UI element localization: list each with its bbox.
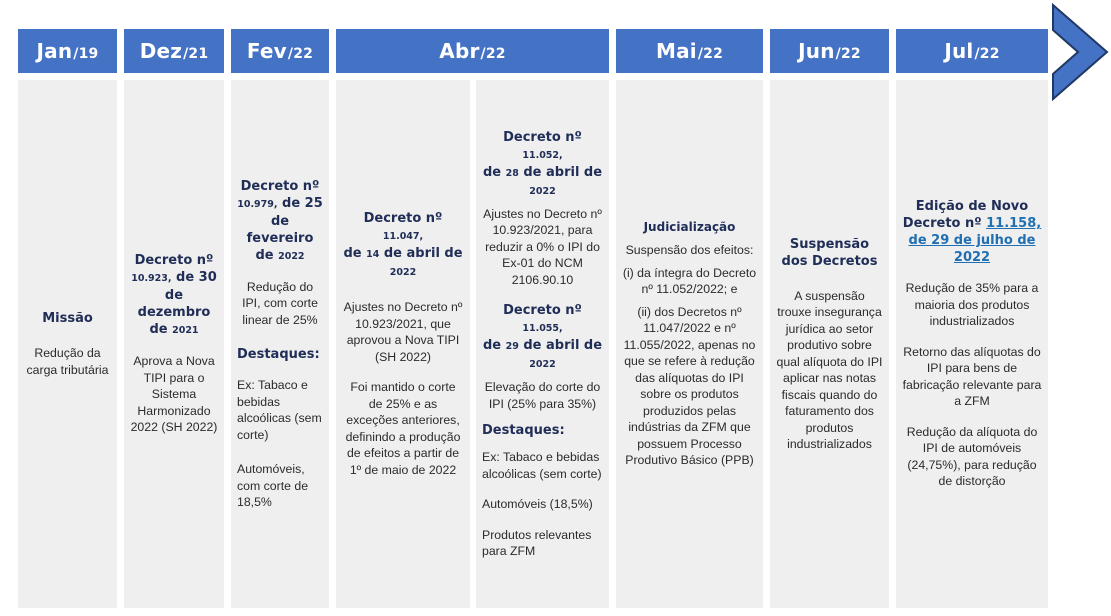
header-jul-22: Jul /22 <box>896 29 1048 73</box>
cell-abr-22-b <box>476 80 609 608</box>
decree-11158-title: Edição de Novo Decreto nº 11.158, de 29 de julho de 2022 <box>902 199 1042 266</box>
cell-abr-22-a <box>336 80 470 608</box>
decree-10979-text: Redução do IPI, com corte linear de 25% <box>242 279 318 327</box>
suspensao-text: A suspensão trouxe insegurança jurídica ao setor produtivo sobre qual alíquota do IPI aplicar nas notas fiscais quando do faturamento dos produtos industrializados <box>776 288 883 451</box>
fev-highlight-cars: Automóveis, com corte de 18,5% <box>237 462 309 509</box>
jul-text-3: Redução da alíquota do IPI de automóveis (24,75%), para redução de distorção <box>906 424 1038 489</box>
cell-jun-22 <box>770 80 889 608</box>
decree-11047-text-1: Ajustes no Decreto nº 10.923/2021, que aprovou a Nova TIPI (SH 2022) <box>343 300 463 364</box>
header-mai-22: Mai /22 <box>616 29 763 73</box>
decree-11055-text: Elevação do corte do IPI (25% para 35%) <box>484 380 601 411</box>
abr-highlight-tobacco: Ex: Tabaco e bebidas alcoólicas (sem corte) <box>482 450 602 481</box>
cell-dez-21 <box>124 80 224 608</box>
cell-jul-22 <box>896 80 1048 608</box>
header-jan-19: Jan /19 <box>18 29 117 73</box>
decree-10979-title: Decreto nº 10.979, de 25 de fevereiro de 2022 <box>237 178 323 263</box>
fev-highlights-title: Destaques: <box>237 347 320 362</box>
judicializacao-title: Judicialização <box>643 220 736 235</box>
decree-11158-link[interactable]: 11.158, <box>986 216 1042 232</box>
jul-text-2: Retorno das alíquotas do IPI para bens de fabricação relevante para a ZFM <box>902 344 1042 409</box>
abr-highlights-title: Destaques: <box>482 423 565 438</box>
timeline-arrow-icon <box>1050 2 1110 102</box>
mai-text-2: (i) da íntegra do Decreto nº 11.052/2022; e <box>622 265 757 297</box>
header-dez-21: Dez /21 <box>124 29 224 73</box>
decree-11055-title: Decreto nº 11.055, de 29 de abril de 2022 <box>482 303 603 370</box>
jul-text-1: Redução de 35% para a maioria dos produtos industrializados <box>905 281 1039 329</box>
mission-text: Redução da carga tributária <box>26 346 109 377</box>
mai-text-1: Suspensão dos efeitos: <box>625 243 754 258</box>
decree-11158-date-link[interactable]: de 29 de julho de 2022 <box>908 233 1036 266</box>
decree-10923-title: Decreto nº 10.923, de 30 de dezembro de 2021 <box>131 253 217 338</box>
mission-title: Missão <box>42 311 93 326</box>
header-jun-22: Jun /22 <box>770 29 889 73</box>
mai-text-3: (ii) dos Decretos nº 11.047/2022 e nº 11.055/2022, apenas no que se refere à redução das alíquotas do IPI sobre os produtos produzidos pelas indústrias da ZFM que possuem Processo Produtivo Básico (PPB) <box>623 304 756 468</box>
fev-highlight-tobacco: Ex: Tabaco e bebidas alcoólicas (sem corte) <box>237 378 322 442</box>
header-abr-22: Abr /22 <box>336 29 609 73</box>
decree-11047-text-2: Foi mantido o corte de 25% e as exceções anteriores, definindo a produção de efeitos a partir de 1º de maio de 2022 <box>345 380 461 477</box>
decree-10923-text: Aprova a Nova TIPI para o Sistema Harmonizado 2022 (SH 2022) <box>130 354 218 435</box>
cell-fev-22 <box>231 80 329 608</box>
decree-11052-text: Ajustes no Decreto nº 10.923/2021, para reduzir a 0% o IPI do Ex-01 do NCM 2106.90.10 <box>483 206 602 287</box>
decree-11047-title: Decreto nº 11.047, de 14 de abril de 2022 <box>343 211 463 278</box>
cell-mai-22 <box>616 80 763 608</box>
header-fev-22: Fev /22 <box>231 29 329 73</box>
abr-highlight-cars: Automóveis (18,5%) <box>482 497 593 511</box>
cell-jan-19 <box>18 80 117 608</box>
decree-11052-title: Decreto nº 11.052, de 28 de abril de 2022 <box>482 129 603 197</box>
suspensao-title: Suspensão dos Decretos <box>781 236 878 269</box>
abr-highlight-zfm: Produtos relevantes para ZFM <box>482 527 592 558</box>
